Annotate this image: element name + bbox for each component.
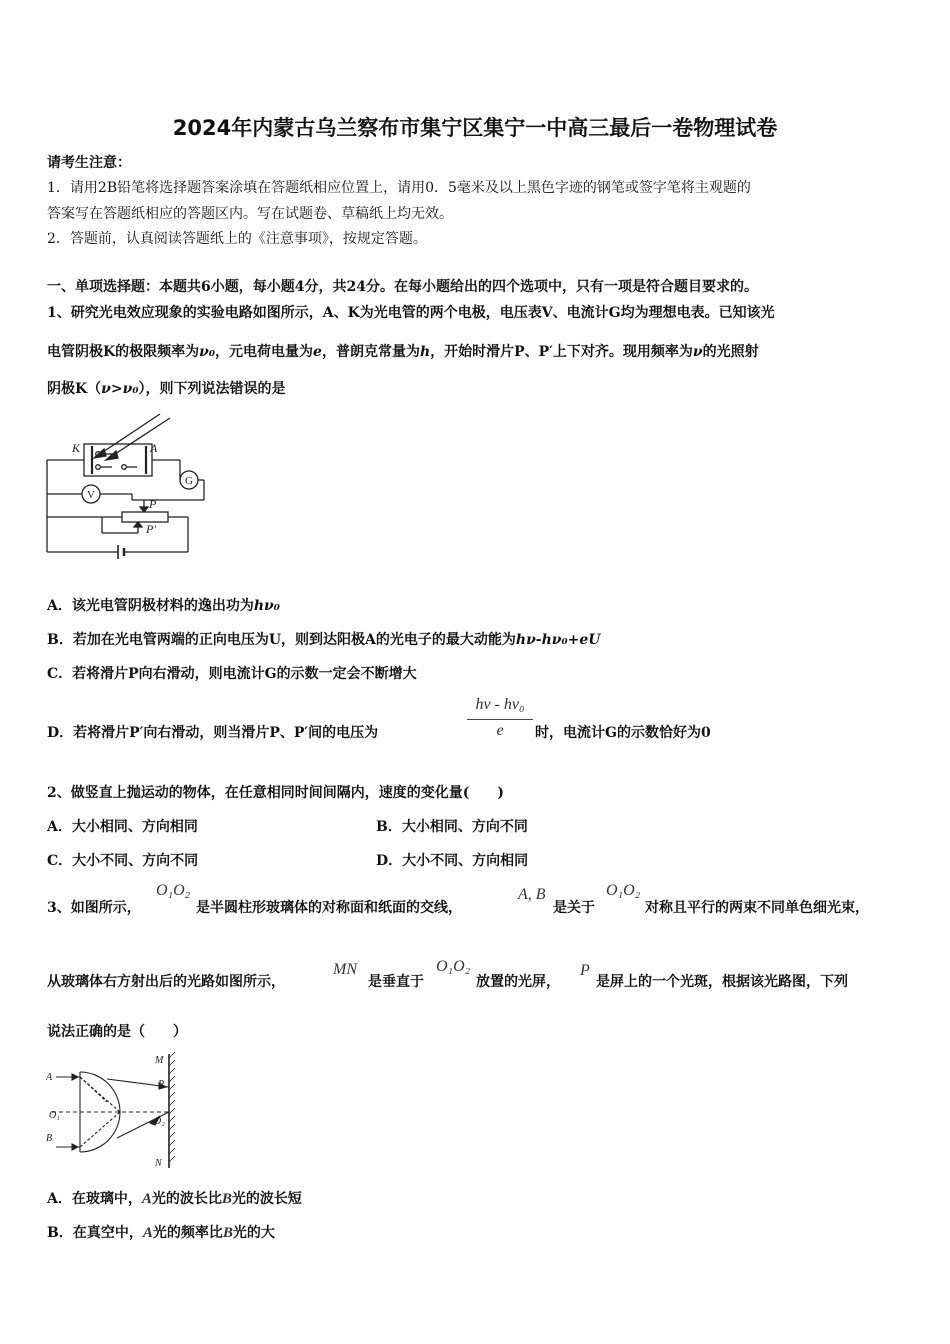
q3-text: 对称且平行的两束不同单色细光束， — [645, 900, 869, 916]
fig-label-A: A — [46, 1072, 53, 1083]
q3-option-b-text: B．在真空中， — [47, 1225, 143, 1241]
q3-stem-line-2: 从玻璃体右方射出后的光路如图所示， — [47, 974, 285, 990]
q3-text: 是屏上的一个光斑，根据该光路图，下列 — [596, 974, 848, 990]
q3-MN: MN — [333, 961, 357, 978]
q1-option-d-part-2: 时，电流计G的示数恰好为0 — [535, 725, 711, 741]
q3-option-a-text: A．在玻璃中， — [47, 1191, 142, 1207]
q3-option-a-symbol: B — [221, 1191, 232, 1207]
q3-text: 是半圆柱形玻璃体的对称面和纸面的交线， — [196, 900, 462, 916]
q1-text: ），则下列说法错误的是 — [138, 381, 286, 397]
notice-line-2: 答案写在答题纸相应的答题区内。写在试题卷、草稿纸上均无效。 — [47, 206, 453, 222]
fig-label-G: G — [185, 475, 193, 487]
q1-circuit-figure — [42, 412, 212, 564]
q1-option-b-expr: hν-hν₀+eU — [515, 632, 601, 648]
q1-text: ，普朗克常量为 — [321, 344, 420, 360]
q2-option-d: D．大小不同、方向相同 — [376, 853, 529, 869]
q1-option-a-text: A．该光电管阴极材料的逸出功为 — [47, 598, 254, 614]
q3-option-b — [47, 1222, 275, 1242]
q3-P: P — [580, 962, 590, 979]
q1-h: h — [419, 344, 431, 360]
q3-text: 是关于 — [553, 900, 595, 916]
fig-label-A: A — [150, 441, 158, 455]
q2-stem: 2、做竖直上抛运动的物体，在任意相同时间间隔内，速度的变化量( ) — [47, 785, 504, 801]
q1-option-d-part-1: D．若将滑片P′向右滑动，则当滑片P、P′间的电压为 — [47, 725, 379, 741]
q2-option-c: C．大小不同、方向不同 — [47, 853, 199, 869]
notice-line-3: 2．答题前，认真阅读答题纸上的《注意事项》，按规定答题。 — [47, 231, 427, 247]
q1-option-d-numerator: hν - hν₀ — [475, 696, 525, 713]
q3-option-a-symbol: A — [141, 1191, 152, 1207]
fraction-bar — [467, 719, 533, 720]
q3-option-a-text: 光的波长比 — [151, 1191, 222, 1207]
q3-O1O2: O₁O₂ — [436, 958, 471, 975]
q1-text: 阴极K（ — [47, 381, 102, 397]
page-title: 2024年内蒙古乌兰察布市集宁区集宁一中高三最后一卷物理试卷 — [172, 116, 778, 140]
q1-stem-line-1: 1、研究光电效应现象的实验电路如图所示，A、K为光电管的两个电极，电压表V、电流计G均为理想电表。已知该光 — [47, 305, 775, 321]
q3-text: 是垂直于 — [368, 974, 424, 990]
q1-option-b — [47, 629, 600, 649]
q3-option-b-symbol: A — [142, 1225, 153, 1241]
q1-option-a — [47, 595, 280, 615]
q3-O1O2: O₁O₂ — [156, 882, 191, 899]
fig-label-M: M — [155, 1055, 164, 1066]
fig-label-P: P — [149, 497, 157, 511]
q3-stem-line-3: 说法正确的是（ ） — [47, 1024, 187, 1040]
q1-text: 电管阴极K的极限频率为 — [47, 344, 200, 360]
q1-option-c: C．若将滑片P向右滑动，则电流计G的示数一定会不断增大 — [47, 666, 417, 682]
fig-label-P-prime: P′ — [146, 522, 156, 536]
fig-label-O1: O₁ — [49, 1110, 60, 1121]
q1-option-d-denominator: e — [496, 722, 504, 739]
q3-AB: A, B — [518, 886, 546, 903]
fig-label-K: K — [72, 441, 81, 455]
notice-heading: 请考生注意： — [47, 155, 131, 171]
fig-label-O2: O₂ — [154, 1116, 165, 1127]
q2-option-b: B．大小相同、方向不同 — [376, 819, 528, 835]
q3-option-b-text: 光的大 — [232, 1225, 275, 1241]
q3-option-b-text: 光的频率比 — [152, 1225, 223, 1241]
q1-e: e — [313, 344, 322, 360]
q1-condition: ν>ν₀ — [101, 381, 139, 397]
fig-label-V: V — [87, 489, 95, 501]
section-header: 一、单项选择题：本题共6小题，每小题4分，共24分。在每小题给出的四个选项中，只有一项是符合题目要求的。 — [47, 279, 758, 295]
fig-label-P: P — [158, 1079, 165, 1090]
q3-text: 放置的光屏， — [476, 974, 560, 990]
q1-text: ，元电荷电量为 — [215, 344, 314, 360]
q2-option-a: A．大小相同、方向相同 — [47, 819, 198, 835]
q1-text: 的光照射 — [702, 344, 759, 360]
q1-option-b-text: B．若加在光电管两端的正向电压为U，则到达阳极A的光电子的最大动能为 — [47, 632, 516, 648]
q1-stem-line-2 — [47, 341, 759, 361]
q1-option-a-expr: hν₀ — [253, 598, 280, 614]
q3-O1O2: O₁O₂ — [606, 882, 641, 899]
q1-v0: ν₀ — [199, 344, 216, 360]
notice-line-1: 1．请用2B铅笔将选择题答案涂填在答题纸相应位置上，请用0．5毫米及以上黑色字迹的钢笔或签字笔将主观题的 — [47, 180, 751, 196]
q3-optics-figure — [42, 1050, 182, 1172]
q3-option-a-text: 光的波长短 — [231, 1191, 302, 1207]
q3-option-a — [47, 1188, 302, 1208]
fig-label-N: N — [155, 1158, 162, 1169]
q3-option-b-symbol: B — [222, 1225, 233, 1241]
q1-stem-line-3 — [47, 378, 285, 398]
q1-text: ，开始时滑片P、P′上下对齐。现用频率为 — [430, 344, 693, 360]
q1-nu: ν — [692, 344, 703, 360]
q3-stem-line-1: 3、如图所示， — [47, 900, 141, 916]
fig-label-B: B — [46, 1133, 53, 1144]
